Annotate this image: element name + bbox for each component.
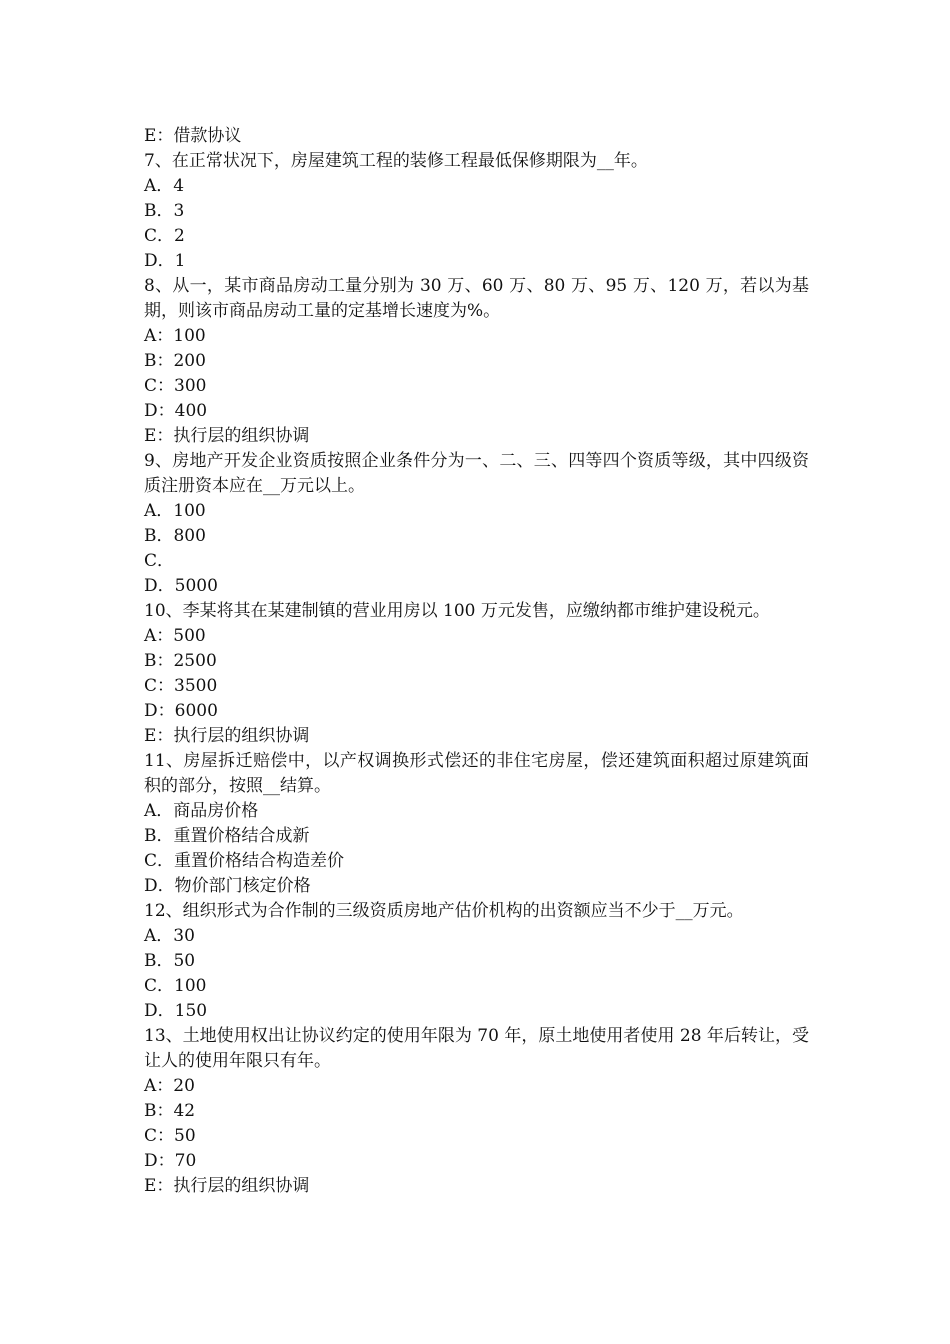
option-line: A：100 [144, 326, 206, 346]
question-12-stem: 12、组织形式为合作制的三级资质房地产估价机构的出资额应当不少于__万元。 [144, 901, 744, 921]
option-line: A．100 [144, 501, 206, 521]
option-line: D：70 [144, 1151, 197, 1171]
option-line: C：50 [144, 1126, 196, 1146]
option-line: E：执行层的组织协调 [144, 426, 310, 446]
option-line: A．30 [144, 926, 195, 946]
option-line: C．重置价格结合构造差价 [144, 851, 345, 871]
option-line: C：3500 [144, 676, 218, 696]
option-line: B．50 [144, 951, 196, 971]
option-line: E：执行层的组织协调 [144, 726, 310, 746]
option-line: A．商品房价格 [144, 801, 259, 821]
option-line: A：500 [144, 626, 206, 646]
option-line: C：300 [144, 376, 207, 396]
question-11-stem: 11、房屋拆迁赔偿中，以产权调换形式偿还的非住宅房屋，偿还建筑面积超过原建筑面积的部分，按照__结算。 [144, 751, 809, 796]
option-line: D．物价部门核定价格 [144, 876, 311, 896]
option-line: C．100 [144, 976, 207, 996]
option-line: C．2 [144, 226, 185, 246]
question-7-stem: 7、在正常状况下，房屋建筑工程的装修工程最低保修期限为__年。 [144, 151, 648, 171]
question-8-stem: 8、从一，某市商品房动工量分别为 30 万、60 万、80 万、95 万、120 万，若以为基期，则该市商品房动工量的定基增长速度为%。 [144, 276, 809, 321]
option-line: B：2500 [144, 651, 217, 671]
option-line: B：200 [144, 351, 206, 371]
question-13-stem: 13、土地使用权出让协议约定的使用年限为 70 年，原土地使用者使用 28 年后转让，受让人的使用年限只有年。 [144, 1026, 809, 1071]
option-line: B．重置价格结合成新 [144, 826, 310, 846]
option-line: E：借款协议 [144, 126, 242, 146]
document-body [144, 124, 809, 1199]
option-line: A．4 [144, 176, 185, 196]
option-line: D．1 [144, 251, 186, 271]
option-line: A：20 [144, 1076, 195, 1096]
question-9-stem: 9、房地产开发企业资质按照企业条件分为一、二、三、四等四个资质等级，其中四级资质注册资本应在__万元以上。 [144, 451, 809, 496]
option-line: D．5000 [144, 576, 218, 596]
option-line: B．800 [144, 526, 206, 546]
option-line: C． [144, 551, 175, 571]
option-line: D：400 [144, 401, 208, 421]
question-10-stem: 10、李某将其在某建制镇的营业用房以 100 万元发售，应缴纳都市维护建设税元。 [144, 601, 770, 621]
option-line: E：执行层的组织协调 [144, 1176, 310, 1196]
option-line: D：6000 [144, 701, 218, 721]
option-line: B．3 [144, 201, 185, 221]
option-line: B：42 [144, 1101, 196, 1121]
option-line: D．150 [144, 1001, 208, 1021]
